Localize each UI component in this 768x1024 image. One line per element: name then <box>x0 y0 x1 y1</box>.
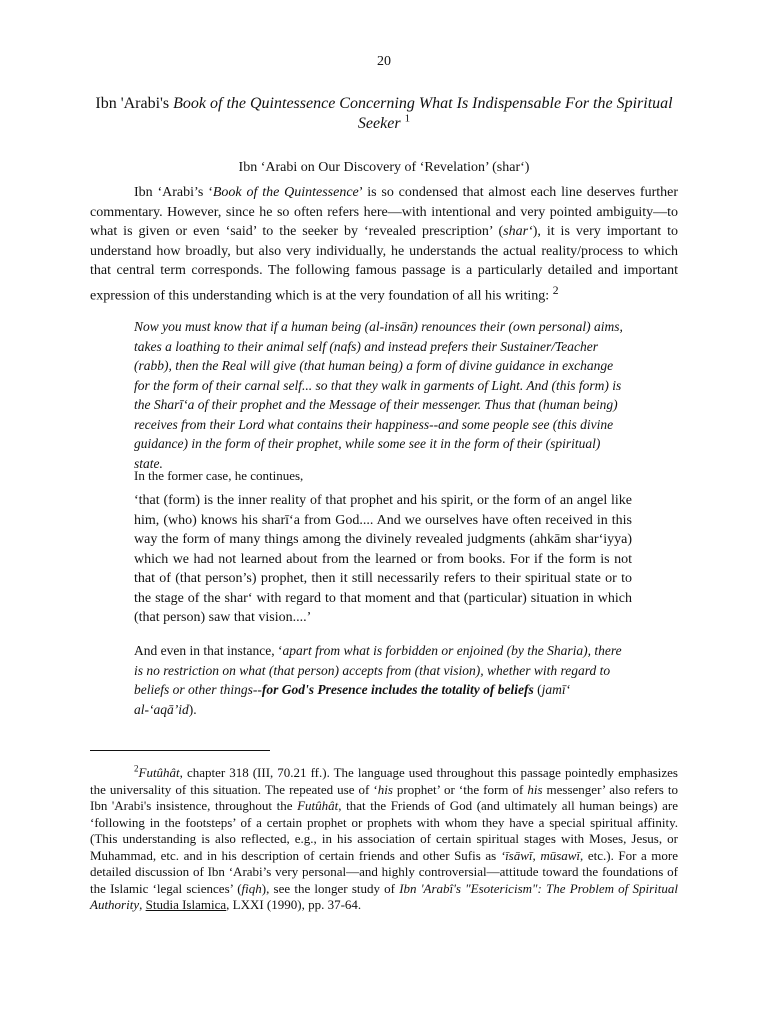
block-quote-2: ‘that (form) is the inner reality of that prophet and his spirit, or the form of an angel like him, (who) knows his sharī‘a from God.... And we ourselves have often received in this way the form of many things among the divinely revealed judgments (ahkām shar‘iyya) which we had not learned about from the learned or from books. For if the form is not that of (that person’s) prophet, then it still necessarily refers to their spiritual state or to the stage of the shar‘ with regard to that moment and that (particular) situation in which (that person) saw that vision....’ <box>134 493 632 625</box>
quote3-italic: apart from what is forbidden or enjoined (by the Sharia), there is no restriction on what (that person) accepts from (that vision), whether with regard to beliefs or other things-- <box>134 643 622 697</box>
intro-book-title: Book of the Quintessence <box>212 185 359 200</box>
footnote-futuhat-2: Futûhât <box>297 798 339 813</box>
block-quote-3 <box>134 641 632 719</box>
quote-intro: In the former case, he continues, <box>134 468 304 483</box>
footnote-his-2: his <box>527 781 543 797</box>
quote3-text-c: ). <box>188 701 197 717</box>
section-subtitle: Ibn ‘Arabi on Our Discovery of ‘Revelation’ (shar‘) <box>238 160 530 175</box>
quote3-term: jamī‘ al-‘aqā’id <box>134 682 571 717</box>
footnote-text-e: , etc.). For a more detailed discussion of Ibn ‘Arabi’s very personal—and highly controversial—attitude toward the foundations of the Islamic ‘legal sciences’ ( <box>90 847 679 896</box>
intro-text-c: ), it is very important to understand how broadly, but also very individually, he understands the actual reality/process to which that central term corresponds. The following famous passage is a particularly detailed and important expression of this understanding which is at the very foundation of all his writing: <box>90 224 678 304</box>
intro-text-a: Ibn ‘Arabi’s ‘ <box>134 185 213 200</box>
intro-footnote-ref: 2 <box>552 283 559 297</box>
footnote-terms: ‘īsāwī, mūsawī <box>500 847 581 863</box>
footnote-text-f: ), see the longer study of <box>261 880 400 896</box>
footnote-futuhat: Futûhât <box>138 765 180 780</box>
intro-term-shar: shar‘ <box>503 224 533 239</box>
quote3-bold: for God's Presence includes the totality of beliefs <box>261 682 534 697</box>
quote3-text-a: And even in that instance, ‘ <box>134 643 283 658</box>
quote3-text-b: ( <box>533 682 542 697</box>
footnote-journal: Studia Islamica <box>145 897 227 912</box>
footnote-text-h: , LXXI (1990), pp. 37-64. <box>226 897 362 912</box>
page-title <box>90 94 678 134</box>
footnote-text-d: , that the Friends of God (and ultimately all human beings) are ‘following in the footsteps’ of a certain prophet or prophets with whom they have a special spiritual affinity. (This understanding is also reflected, e.g., in his association of certain spiritual stages with Moses, Jesus, or Muhammad, etc. and in his description of certain friends and other Sufis as <box>90 798 679 863</box>
title-footnote-ref: 1 <box>404 112 411 125</box>
page-number: 20 <box>377 54 391 69</box>
footnote-number: 2 <box>134 763 139 774</box>
block-quote-1: Now you must know that if a human being (al-insān) renounces their (own personal) aims, takes a loathing to their animal self (nafs) and instead prefers their Sustainer/Teacher (rabb), then the Real will give (that human being) a form of divine guidance in exchange for the form of their carnal self... so that they walk in garments of Light. And (this form) is the Sharī‘a of their prophet and the Message of their messenger. Thus that (human being) receives from their Lord what contains their happiness--and some people see (this divine guidance) in the form of their prophet, while some see it in the form of their (spiritual) state. <box>134 319 623 471</box>
intro-text-b: ’ is so condensed that almost each line deserves further commentary. However, since he so often refers here—with intentional and very pointed ambiguity—to what is given or even ‘said’ to the seeker by ‘revealed prescription’ ( <box>90 185 679 239</box>
title-prefix: Ibn 'Arabi's <box>95 95 174 112</box>
title-book-name: Book of the Quintessence Concerning What Is Indispensable For the Spiritual Seeker <box>173 95 673 132</box>
footnote-text-c: messenger’ also refers to Ibn 'Arabi's insistence, throughout the <box>90 781 678 813</box>
intro-paragraph <box>90 183 678 306</box>
footnote-text-a: , chapter 318 (III, 70.21 ff.). The language used throughout this passage pointedly emphasizes the universality of this situation. The repeated use of ‘ <box>90 765 678 797</box>
footnote-text-g: , <box>139 897 146 912</box>
footnote-text-b: prophet’ or ‘the form of <box>392 781 528 797</box>
footnote-divider <box>90 750 270 751</box>
footnote-2 <box>90 765 678 914</box>
footnote-fiqh: fiqh <box>241 880 262 896</box>
footnote-his-1: his <box>377 781 393 797</box>
footnote-study-title: Ibn 'Arabî's "Esotericism": The Problem of Spiritual Authority <box>90 880 678 912</box>
